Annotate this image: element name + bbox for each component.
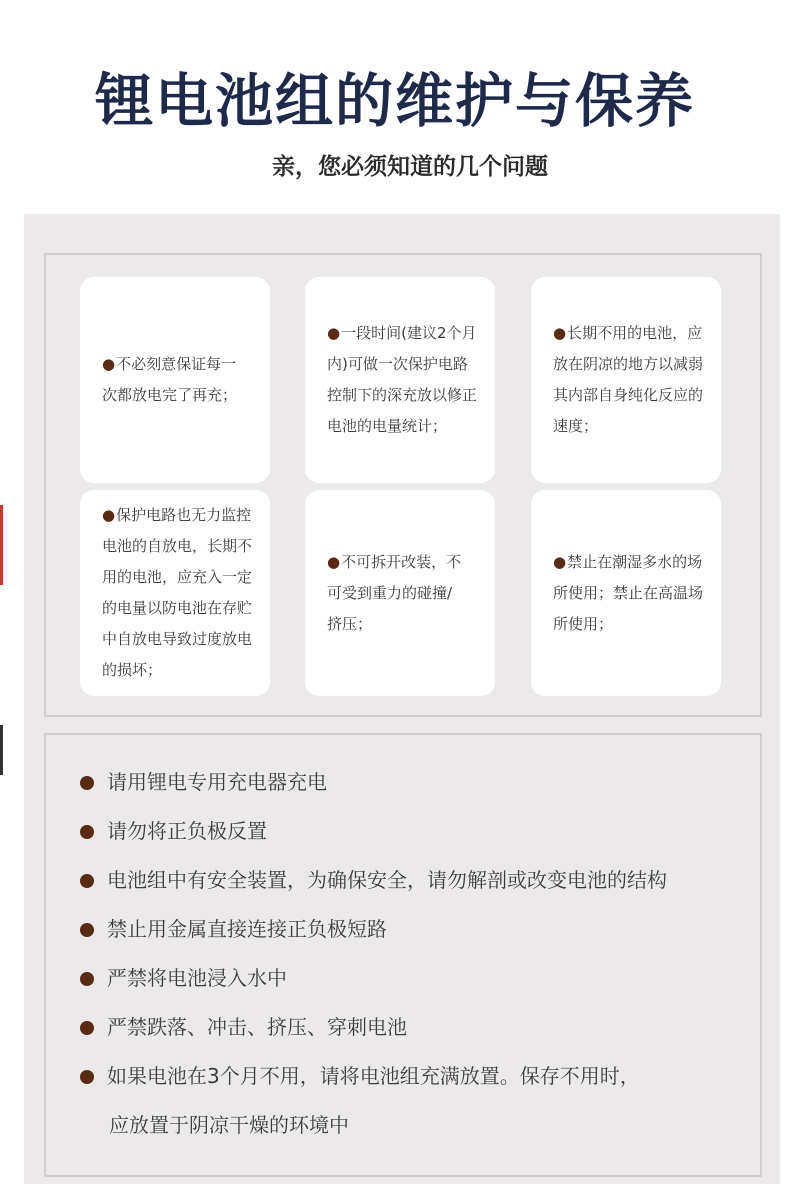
- bullet-icon: [80, 1021, 94, 1035]
- rules-list: [80, 762, 760, 1154]
- rule-text: 应放置于阴凉干燥的环境中: [109, 1113, 349, 1137]
- bullet-icon: ●: [553, 324, 567, 342]
- bullet-icon: [80, 825, 94, 839]
- page-title: 锂电池组的维护与保养: [94, 67, 695, 135]
- bullet-icon: ●: [553, 552, 567, 571]
- rule-text: 严禁跌落、冲击、挤压、穿刺电池: [107, 1015, 407, 1039]
- tip-text: 一段时间(建议2个月内)可做一次保护电路控制下的深充放以修正电池的电量统计；: [327, 324, 478, 435]
- rule-text: 禁止用金属直接连接正负极短路: [107, 917, 387, 941]
- tip-card: [305, 490, 495, 696]
- bullet-icon: ●: [327, 324, 341, 342]
- left-edge-mark: [0, 725, 3, 775]
- rule-text: 如果电池在3个月不用，请将电池组充满放置。保存不用时，: [107, 1064, 640, 1088]
- bullet-icon: [80, 776, 94, 790]
- tip-text: 保护电路也无力监控电池的自放电，长期不用的电池，应充入一定的电量以防电池在存贮中自放电导致过度放电的损坏；: [102, 506, 253, 679]
- tip-text: 不必刻意保证每一次都放电完了再充；: [102, 355, 238, 404]
- rule-text: 请用锂电专用充电器充电: [107, 770, 327, 794]
- rule-text: 电池组中有安全装置，为确保安全，请勿解剖或改变电池的结构: [107, 868, 667, 892]
- list-item: [80, 762, 760, 811]
- tip-text: 禁止在潮湿多水的场所使用；禁止在高温场所使用；: [553, 552, 704, 633]
- page-subtitle: 亲，您必须知道的几个问题: [272, 154, 548, 180]
- tip-card: [305, 277, 495, 483]
- tip-card: [531, 490, 721, 696]
- left-edge-mark: [0, 505, 3, 585]
- tip-text: 不可拆开改装，不可受到重力的碰撞/挤压；: [327, 552, 462, 633]
- bullet-icon: [80, 1070, 94, 1084]
- tip-text: 长期不用的电池，应放在阴凉的地方以减弱其内部自身纯化反应的速度；: [553, 324, 704, 435]
- rule-text: 严禁将电池浸入水中: [107, 966, 287, 990]
- tip-card: [80, 277, 270, 483]
- bullet-icon: ●: [327, 552, 341, 571]
- rule-text: 请勿将正负极反置: [107, 819, 267, 843]
- tip-card: [80, 490, 270, 696]
- list-item: [80, 860, 760, 909]
- bullet-icon: ●: [102, 506, 116, 524]
- bullet-icon: ●: [102, 355, 116, 373]
- list-item: [80, 811, 760, 860]
- list-item-continuation: [80, 1105, 760, 1154]
- tip-card: [531, 277, 721, 483]
- list-item: [80, 1007, 760, 1056]
- bullet-icon: [80, 923, 94, 937]
- list-item: [80, 1056, 760, 1105]
- bullet-icon: [80, 972, 94, 986]
- list-item: [80, 909, 760, 958]
- bullet-icon: [80, 874, 94, 888]
- list-item: [80, 958, 760, 1007]
